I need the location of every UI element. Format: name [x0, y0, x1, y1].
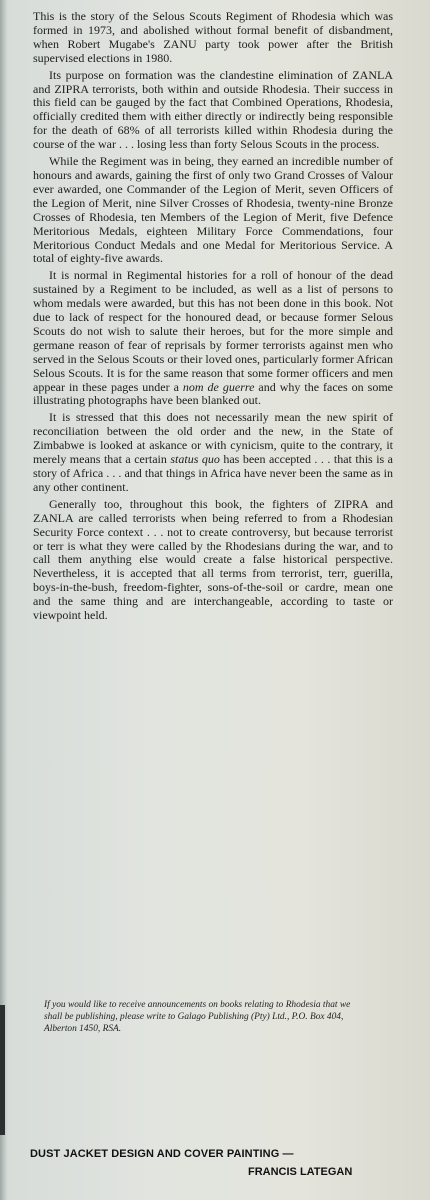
blurb-paragraph-4-text-a: It is normal in Regimental histories for a roll of honour of the dead sustained by a Regiment to be included, as well as a list of persons to whom medals were awarded, but this has not been done in this book. Not due to lack of respect for the honoured dead, or because former Selous Scouts do not wish to salute their heroes, but for the more simple and germane reason of fear of reprisals by former terrorists against men who served in the Selous Scouts or their loved ones, particularly former African Selous Scouts. It is for the same reason that some former officers and men appear in these pages under a: [33, 268, 393, 394]
blurb-paragraph-4-italic: nom de guerre: [182, 379, 255, 394]
blurb-paragraph-4: [33, 269, 393, 408]
blurb-paragraph-3-text: While the Regiment was in being, they earned an incredible number of honours and awards, gaining the first of only two Grand Crosses of Valour ever awarded, one Commander of the Legion of Merit, seven Officers of the Legion of Merit, nine Silver Crosses of Rhodesia, twenty-nine Bronze Crosses of Rhodesia, ten Members of the Legion of Merit, five Defence Meritorious Medals, eighteen Military Force Commendations, four Meritorious Conduct Medals and one Medal for Meritorious Service. A total of eighty-five awards.: [33, 154, 393, 266]
blurb-text: [33, 10, 393, 623]
spine-edge-mark: [0, 1005, 5, 1135]
blurb-paragraph-6-text: Generally too, throughout this book, the fighters of ZIPRA and ZANLA are called terrorists when being referred to from a Rhodesian Security Force context . . . not to create controversy, but because terrorist or terr is what they were called by the Rhodesians during the war, and to call them anything else would create a false historical perspective. Nevertheless, it is accepted that all terms from terrorist, terr, guerilla, boys-in-the-bush, freedom-fighter, sons-of-the-soil or cardre, mean one and the same thing and are interchangeable, according to taste or viewpoint held.: [33, 496, 393, 623]
blurb-paragraph-1: [33, 10, 393, 66]
publisher-note: If you would like to receive announcements on books relating to Rhodesia that we shall be publishing, please write to Galago Publishing (Pty) Ltd., P.O. Box 404, Alberton 1450, RSA.: [44, 1000, 351, 1034]
blurb-paragraph-5: [33, 411, 393, 494]
blurb-paragraph-1-text: This is the story of the Selous Scouts Regiment of Rhodesia which was formed in 1973, and abolished without formal benefit of disbandment, when Robert Mugabe's ZANU party took power after the British supervised elections in 1980.: [33, 9, 393, 65]
blurb-paragraph-2-text: Its purpose on formation was the clandestine elimination of ZANLA and ZIPRA terrorists, both within and outside Rhodesia. Their success in this field can be gauged by the fact that Combined Operations, Rhodesia, officially credited them with either directly or indirectly being responsible for the death of 68% of all terrorists killed within Rhodesia during the course of the war . . . losing less than forty Selous Scouts in the process.: [33, 67, 393, 152]
cover-credit-name: FRANCIS LATEGAN: [248, 1166, 353, 1178]
blurb-paragraph-5-text-a: It is stressed that this does not necessarily mean the new spirit of reconciliation between the old order and the new, in the State of Zimbabwe is looked at askance or with cynicism, quite to the contrary, it merely means that a certain: [33, 410, 393, 467]
cover-credit-title: DUST JACKET DESIGN AND COVER PAINTING —: [30, 1148, 294, 1160]
blurb-paragraph-4-text-b: and why the faces on some illustrating photographs have been blanked out.: [33, 379, 393, 408]
blurb-paragraph-2: [33, 69, 393, 152]
blurb-paragraph-6: [33, 498, 393, 623]
blurb-paragraph-5-text-b: has been accepted . . . that this is a story of Africa . . . and that things in Africa have never been the same as in any other continent.: [33, 452, 394, 494]
blurb-paragraph-5-italic: status quo: [170, 452, 220, 467]
blurb-paragraph-3: [33, 155, 393, 266]
